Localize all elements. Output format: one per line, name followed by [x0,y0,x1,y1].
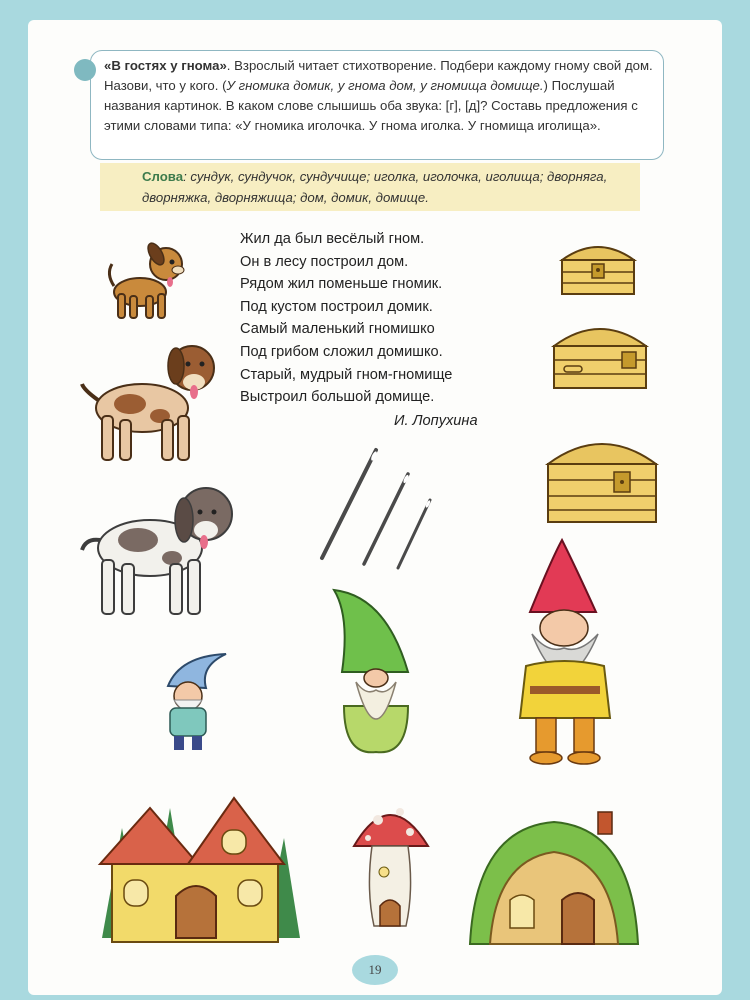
words-label: Слова [142,169,184,184]
poem-line: Выстроил большой домище. [240,389,435,406]
big-dog-illustration [80,480,240,620]
poem-line: Рядом жил поменьше гномик. [240,276,443,293]
bush-house-illustration [466,808,642,946]
poem-line: Жил да был весёлый гном. [240,231,425,247]
words-list: : сундук, сундучок, сундучище; иголка, иголочка, иголища; дворняга, дворняжка, дворняжища; дом, домик, домище. [142,169,608,205]
task-title: «В гостях у гнома» [104,58,227,73]
poem-line: Под кустом построил домик. [240,298,433,315]
medium-chest-illustration [548,316,652,392]
poem-author: И. Лопухина [394,413,478,429]
task-intro: . Взрослый читает стихотворение. Подбери каждому гному свой дом. Назови, что у кого. ( [104,58,653,93]
big-gnome-illustration [500,538,630,770]
medium-dog-illustration [80,338,220,468]
poem-line: Он в лесу построил дом. [240,253,409,270]
poem-line: Под грибом сложил домишко. [240,343,443,360]
medium-gnome-illustration [326,586,426,758]
words-text [142,166,632,208]
task-example: У гномика домик, у гнома дом, у гномища домище. [226,78,544,93]
page-number: 19 [352,955,398,985]
small-chest-illustration [556,236,640,298]
needles-illustration [312,444,440,572]
poem [240,228,540,409]
big-house-illustration [88,768,302,948]
big-chest-illustration [542,428,662,526]
small-dog-illustration [104,234,188,324]
task-rest: ) Послушай названия картинок. В каком слове слышишь оба звука: [г], [д]? Составь предложения с этими словами типа: «У гномика иголочка. У гнома иголка. У гномища иголища». [104,78,638,133]
small-gnome-illustration [150,652,230,756]
poem-line: Самый маленький гномишко [240,321,435,338]
poem-line: Старый, мудрый гном-гномище [240,366,453,383]
bullet-dot [74,59,96,81]
mushroom-house-illustration [350,790,430,932]
task-text [104,56,660,136]
